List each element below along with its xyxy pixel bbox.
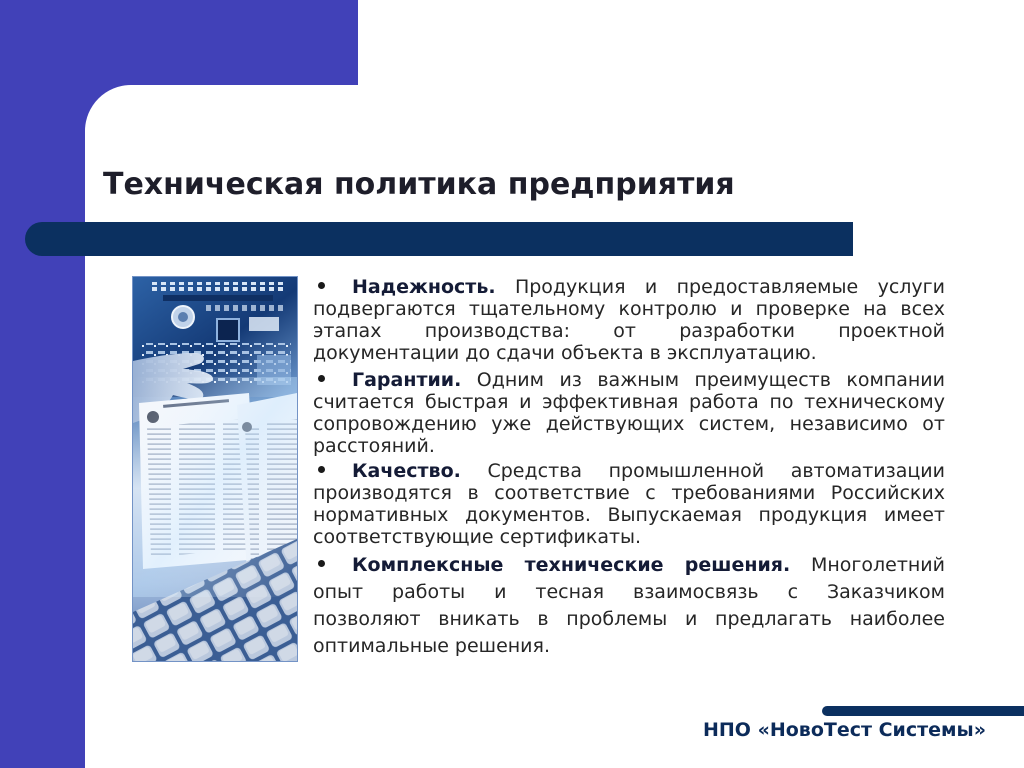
bullet-title: Надежность. xyxy=(352,276,496,298)
bullet-dot xyxy=(318,560,325,567)
left-accent-stripe xyxy=(0,0,85,768)
slide-title: Техническая политика предприятия xyxy=(103,167,735,202)
bullet-text: Средства промышленной автоматизации xyxy=(487,460,945,482)
bullet-title: Гарантии. xyxy=(352,369,462,391)
bullet-icon xyxy=(313,467,352,477)
bullet-title: Комплексные технические решения. xyxy=(352,554,791,576)
bullet-line: нормативных документов. Выпускаемая продукция имеет xyxy=(313,504,945,526)
bullet-line: документации до сдачи объекта в эксплуатацию. xyxy=(313,342,817,364)
bullet-line: подвергаются тщательному контролю и проверке на всех xyxy=(313,298,945,320)
bullet-line: производятся в соответствие с требованиями Российских xyxy=(313,482,945,504)
bullet-line: этапах производства: от разработки проектной xyxy=(313,320,945,342)
bullet-icon xyxy=(313,283,352,293)
bullet-text: Продукция и предоставляемые услуги xyxy=(514,276,945,298)
bullet-line: расстояний. xyxy=(313,435,435,457)
bullet-line xyxy=(313,276,945,298)
bullet-line xyxy=(313,369,945,391)
bullet-text: Многолетний xyxy=(810,554,945,576)
bullet-item-complex-solutions xyxy=(313,552,945,660)
bullet-line: опыт работы и тесная взаимосвязь с Заказчиком xyxy=(313,581,945,603)
bullet-line: сопровождению уже действующих систем, независимо от xyxy=(313,413,945,435)
bullet-dot xyxy=(318,466,325,473)
bullet-line: оптимальные решения. xyxy=(313,635,550,657)
bullet-item-quality xyxy=(313,460,945,548)
bullet-icon xyxy=(313,376,352,386)
title-underline-bar xyxy=(25,222,853,256)
light-glare xyxy=(133,377,297,597)
bullet-line xyxy=(313,460,945,482)
bullet-dot xyxy=(318,282,325,289)
bullet-text: Одним из важным преимуществ компании xyxy=(476,369,945,391)
company-name-footer: НПО «НовоТест Системы» xyxy=(703,719,987,741)
bullet-line xyxy=(313,552,945,579)
bullet-item-reliability xyxy=(313,276,945,364)
bullet-line: позволяют вникать в проблемы и предлагать наиболее xyxy=(313,608,945,630)
footer-accent-bar xyxy=(822,706,1024,716)
bullet-line: соответствующие сертификаты. xyxy=(313,526,642,548)
photo-illustration xyxy=(133,277,297,661)
product-photo xyxy=(132,276,298,662)
bullet-dot xyxy=(318,375,325,382)
bullet-icon xyxy=(313,561,352,571)
bullet-title: Качество. xyxy=(352,460,461,482)
bullet-line: считается быстрая и эффективная работа по техническому xyxy=(313,391,945,413)
bullet-item-guarantees xyxy=(313,369,945,457)
